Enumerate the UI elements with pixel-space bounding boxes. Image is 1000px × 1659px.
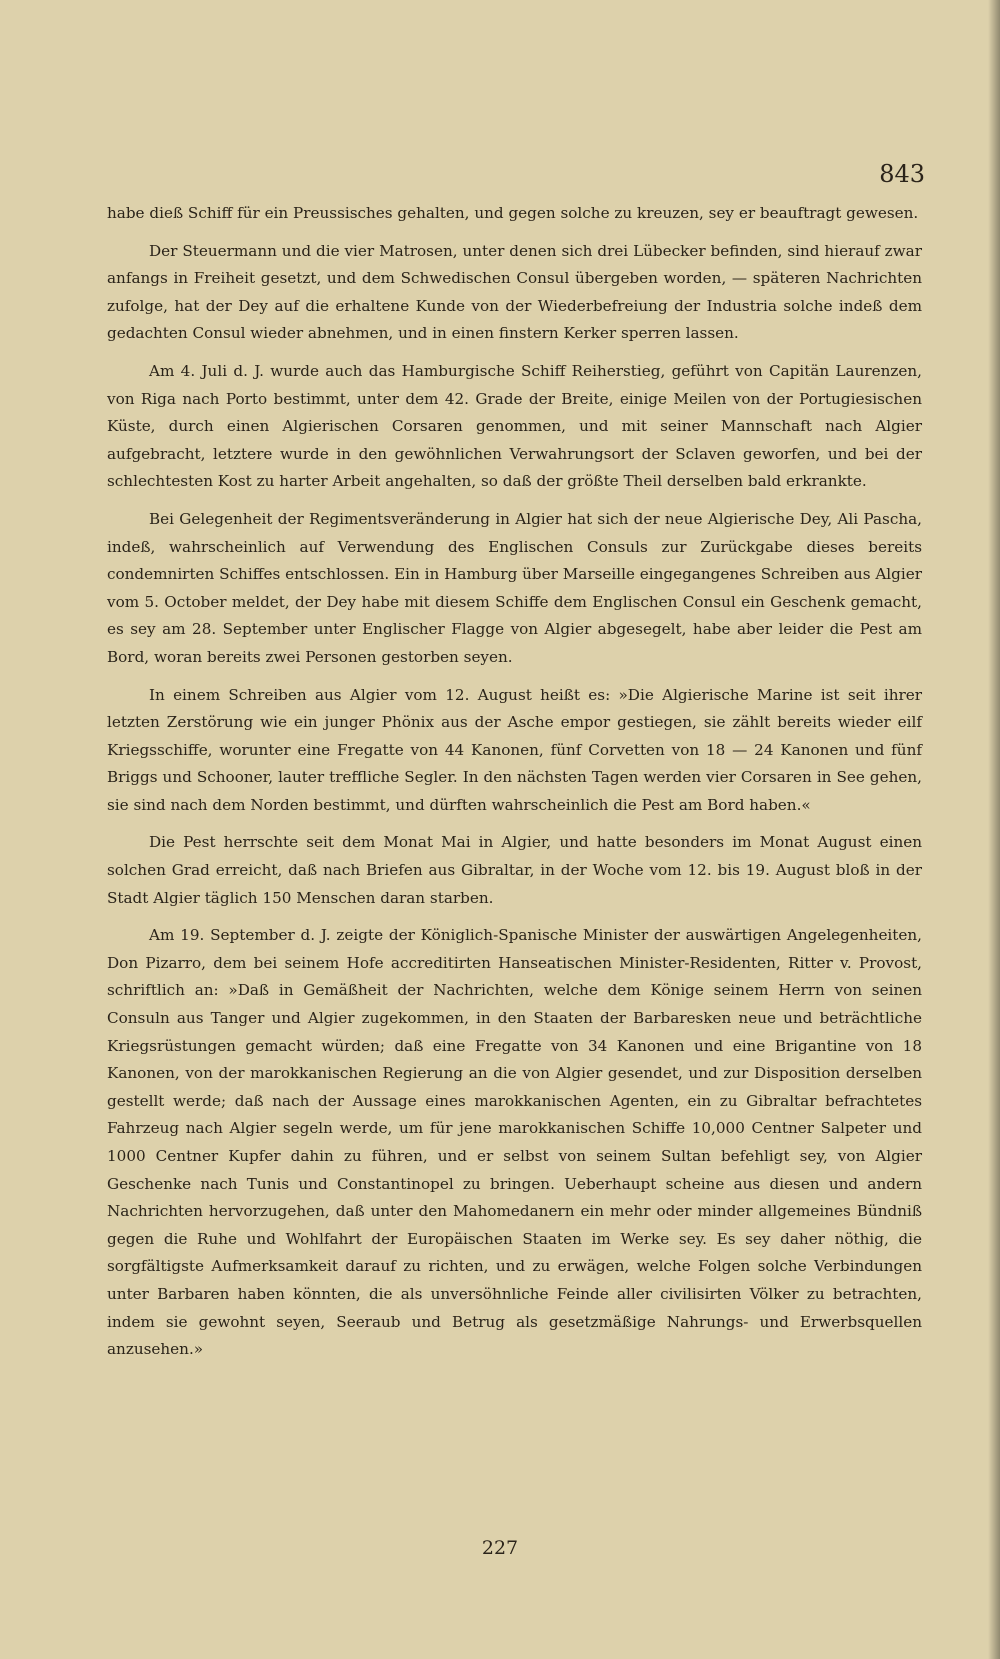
paragraph-4: Bei Gelegenheit der Regimentsveränderung in Algier hat sich der neue Algierische Dey, Ali Pascha, indeß, wahrscheinlich auf Verwendung des Englischen Consuls zur Zurückgabe dieses bereits condemnirten Schiffes entschlossen. Ein in Hamburg über Marseille eingegangenes Schreiben aus Algier vom 5. October meldet, der Dey habe mit diesem Schiffe dem Englischen Consul ein Geschenk gemacht, es sey am 28. September unter Englischer Flagge von Algier abgesegelt, habe aber leider die Pest am Bord, woran bereits zwei Personen gestorben seyen. [107,509,922,666]
paragraph-1: habe dieß Schiff für ein Preussisches gehalten, und gegen solche zu kreuzen, sey er beauftragt gewesen. [107,204,919,222]
page-edge-shadow [988,0,1000,1659]
page-number: 843 [879,160,925,188]
paragraph-5: In einem Schreiben aus Algier vom 12. August heißt es: »Die Algierische Marine ist seit ihrer letzten Zerstörung wie ein junger Phönix aus der Asche empor gestiegen, sie zählt bereits wieder eilf Kriegsschiffe, worunter eine Fregatte von 44 Kanonen, fünf Corvetten von 18 — 24 Kanonen und fünf Briggs und Schooner, lauter treffliche Segler. In den nächsten Tagen werden vier Corsaren in See gehen, sie sind nach dem Norden bestimmt, und dürften wahrscheinlich die Pest am Bord haben.« [107,685,922,814]
paragraph-7: Am 19. September d. J. zeigte der Königlich-Spanische Minister der auswärtigen Angelegenheiten, Don Pizarro, dem bei seinem Hofe accreditirten Hanseatischen Minister-Residenten, Ritter v. Provost, schriftlich an: »Daß in Gemäßheit der Nachrichten, welche dem Könige seinem Herrn von seinen Consuln aus Tanger und Algier zugekommen, in den Staaten der Barbaresken neue und beträchtliche Kriegsrüstungen gemacht würden; daß eine Fregatte von 34 Kanonen und eine Brigantine von 18 Kanonen, von der marokkanischen Regierung an die von Algier gesendet, und zur Disposition derselben gestellt werde; daß nach der Aussage eines marokkanischen Agenten, ein zu Gibraltar befrachtetes Fahrzeug nach Algier segeln werde, um für jene marokkanischen Schiffe 10,000 Centner Salpeter und 1000 Centner Kupfer dahin zu führen, und er selbst von seinem Sultan befehligt sey, von Algier Geschenke nach Tunis und Constantinopel zu bringen. Ueberhaupt scheine aus diesen und andern Nachrichten hervorzugehen, daß unter den Mahomedanern ein mehr oder minder allgemeines Bündniß gegen die Ruhe und Wohlfahrt der Europäischen Staaten im Werke sey. Es sey daher nöthig, die sorgfältigste Aufmerksamkeit darauf zu richten, und zu erwägen, welche Folgen solche Verbindungen unter Barbaren haben könnten, die als unversöhnliche Feinde aller civilisirten Völker zu betrachten, indem sie gewohnt seyen, Seeraub und Betrug als gesetzmäßige Nahrungs- und Erwerbsquellen anzusehen.» [107,926,922,1359]
paragraph-3: Am 4. Juli d. J. wurde auch das Hamburgische Schiff Reiherstieg, geführt von Capitän Laurenzen, von Riga nach Porto bestimmt, unter dem 42. Grade der Breite, einige Meilen von der Portugiesischen Küste, durch einen Algierischen Corsaren genommen, und mit seiner Mannschaft nach Algier aufgebracht, letztere wurde in den gewöhnlichen Verwahrungsort der Sclaven geworfen, und bei der schlechtesten Kost zu harter Arbeit angehalten, so daß der größte Theil derselben bald erkrankte. [107,361,922,491]
body-text [107,200,922,1374]
paragraph-6: Die Pest herrschte seit dem Monat Mai in Algier, und hatte besonders im Monat August einen solchen Grad erreicht, daß nach Briefen aus Gibraltar, in der Woche vom 12. bis 19. August bloß in der Stadt Algier täglich 150 Menschen daran starben. [107,833,922,907]
signature-mark: 227 [481,1537,519,1559]
paragraph-2: Der Steuermann und die vier Matrosen, unter denen sich drei Lübecker befinden, sind hierauf zwar anfangs in Freiheit gesetzt, und dem Schwedischen Consul übergeben worden, — späteren Nachrichten zufolge, hat der Dey auf die erhaltene Kunde von der Wiederbefreiung der Industria solche indeß dem gedachten Consul wieder abnehmen, und in einen finstern Kerker sperren lassen. [107,241,922,343]
